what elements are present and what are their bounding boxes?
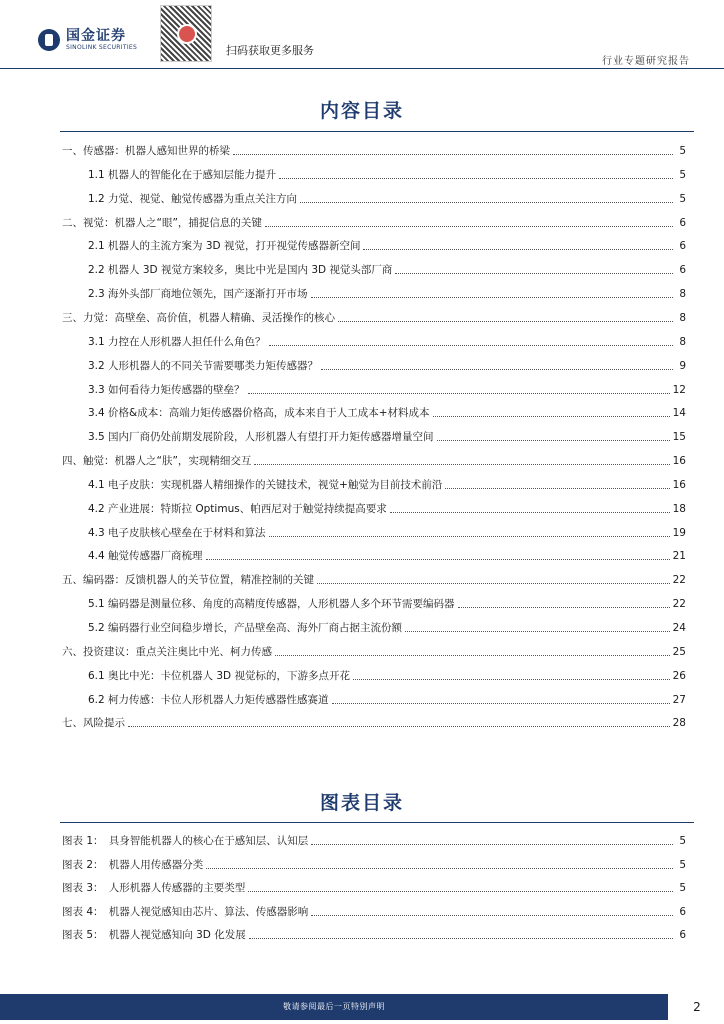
toc-entry-label: 4.3 电子皮肤核心壁垒在于材料和算法 <box>88 526 266 539</box>
dot-leader <box>311 296 673 298</box>
toc-entry[interactable] <box>62 710 686 730</box>
toc-entry-page: 8 <box>679 335 686 348</box>
toc-entry-page: 22 <box>672 574 686 587</box>
figure-entry-page: 6 <box>679 905 686 918</box>
toc-entry-label: 3.5 国内厂商仍处前期发展阶段，人形机器人有望打开力矩传感器增量空间 <box>88 431 434 444</box>
toc-entry-page: 26 <box>672 669 686 682</box>
figure-entry-page: 5 <box>679 835 686 847</box>
toc-entry[interactable] <box>88 281 686 301</box>
company-logo <box>38 28 137 52</box>
toc-entry-label: 3.2 人形机器人的不同关节需要哪类力矩传感器？ <box>88 359 319 372</box>
dot-leader <box>248 890 673 892</box>
toc-entry-page: 19 <box>672 526 686 539</box>
toc-entry[interactable] <box>88 353 686 373</box>
toc-entry-label: 3.1 力控在人形机器人担任什么角色？ <box>88 335 266 348</box>
toc-entry-label: 3.4 价格&成本：高端力矩传感器价格高，成本来自于人工成本+材料成本 <box>88 407 430 420</box>
document-type: 行业专题研究报告 <box>602 56 690 67</box>
toc-entry-page: 22 <box>672 598 686 611</box>
toc-divider <box>60 131 694 132</box>
toc-entry[interactable] <box>88 424 686 444</box>
logo-name-cn: 国金证券 <box>66 28 126 44</box>
toc-entry[interactable] <box>88 520 686 540</box>
qr-code-icon[interactable] <box>160 5 212 62</box>
toc-entry[interactable] <box>88 663 686 683</box>
toc-entry-page: 6 <box>679 264 686 277</box>
dot-leader <box>445 487 669 489</box>
dot-leader <box>233 153 673 155</box>
dot-leader <box>332 702 670 704</box>
dot-leader <box>353 678 670 680</box>
figure-entry-label: 图表 5： 机器人视觉感知向 3D 化发展 <box>62 929 246 941</box>
figures-divider <box>60 822 694 823</box>
page-number: 2 <box>670 994 724 1020</box>
dot-leader <box>249 937 673 939</box>
toc-entry-page: 9 <box>679 359 686 372</box>
toc-entry[interactable] <box>88 591 686 611</box>
dot-leader <box>265 225 673 227</box>
dot-leader <box>206 558 670 560</box>
toc-entry-label: 6.1 奥比中光：卡位机器人 3D 视觉标的，下游多点开花 <box>88 669 350 682</box>
toc-entry[interactable] <box>62 210 686 230</box>
toc-entry-page: 6 <box>679 240 686 253</box>
dot-leader <box>275 654 670 656</box>
toc-entry-label: 1.1 机器人的智能化在于感知层能力提升 <box>88 168 277 181</box>
dot-leader <box>300 201 673 203</box>
toc-entry-label: 二、视觉：机器人之“眼”，捕捉信息的关键 <box>62 216 262 229</box>
figure-entry[interactable] <box>62 899 686 919</box>
toc-entry-page: 8 <box>679 288 686 301</box>
qr-label: 扫码获取更多服务 <box>226 44 314 57</box>
dot-leader <box>269 344 673 346</box>
dot-leader <box>311 843 673 845</box>
toc-entry-page: 12 <box>672 383 686 396</box>
toc-entry[interactable] <box>88 400 686 420</box>
figure-entry-label: 图表 4： 机器人视觉感知由芯片、算法、传感器影响 <box>62 905 309 918</box>
toc-entry-page: 28 <box>672 717 686 730</box>
page-header <box>0 0 724 68</box>
toc-entry[interactable] <box>88 329 686 349</box>
toc-entry[interactable] <box>88 687 686 707</box>
figure-entry-page: 5 <box>679 882 686 894</box>
toc-entry[interactable] <box>62 639 686 659</box>
toc-entry-page: 25 <box>672 645 686 658</box>
footer-disclaimer[interactable]: 敬请参阅最后一页特别声明 <box>283 1002 385 1011</box>
toc-entry-label: 五、编码器：反馈机器人的关节位置，精准控制的关键 <box>62 574 314 587</box>
dot-leader <box>311 914 673 916</box>
toc-entry-label: 六、投资建议：重点关注奥比中光、柯力传感 <box>62 645 272 658</box>
figure-entry-label: 图表 3： 人形机器人传感器的主要类型 <box>62 882 246 894</box>
dot-leader <box>279 177 673 179</box>
figure-entry-label: 图表 1： 具身智能机器人的核心在于感知层、认知层 <box>62 835 309 847</box>
logo-icon <box>38 29 60 51</box>
toc-entry-label: 5.1 编码器是测量位移、角度的高精度传感器，人形机器人多个环节需要编码器 <box>88 598 455 611</box>
figures-title: 图表目录 <box>319 792 404 814</box>
toc-entry[interactable] <box>88 496 686 516</box>
toc-entry-label: 5.2 编码器行业空间稳步增长，产品壁垒高、海外厂商占据主流份额 <box>88 622 403 634</box>
dot-leader <box>248 392 670 394</box>
toc-entry-label: 一、传感器：机器人感知世界的桥梁 <box>62 145 230 157</box>
figure-entry-page: 5 <box>679 858 686 871</box>
toc-entry-label: 4.4 触觉传感器厂商梳理 <box>88 550 203 563</box>
toc-entry[interactable] <box>62 448 686 468</box>
dot-leader <box>405 630 670 632</box>
toc-entry-label: 4.2 产业进展：特斯拉 Optimus、帕西尼对于触觉持续提高要求 <box>88 502 387 515</box>
figure-entry[interactable] <box>62 852 686 872</box>
toc-entry[interactable] <box>88 186 686 206</box>
dot-leader <box>269 535 670 537</box>
toc-entry-label: 3.3 如何看待力矩传感器的壁垒？ <box>88 383 245 396</box>
dot-leader <box>458 606 670 608</box>
dot-leader <box>437 439 670 441</box>
toc-entry-page: 16 <box>672 455 686 468</box>
dot-leader <box>338 320 673 322</box>
toc-entry-label: 2.2 机器人 3D 视觉方案较多，奥比中光是国内 3D 视觉头部厂商 <box>88 264 393 277</box>
toc-entry-label: 4.1 电子皮肤：实现机器人精细操作的关键技术，视觉+触觉为目前技术前沿 <box>88 478 443 491</box>
toc-entry[interactable] <box>88 615 686 635</box>
toc-entry-label: 2.1 机器人的主流方案为 3D 视觉，打开视觉传感器新空间 <box>88 240 361 253</box>
toc-entry[interactable] <box>88 257 686 277</box>
dot-leader <box>395 272 673 274</box>
toc-entry-page: 16 <box>672 478 686 491</box>
toc-entry[interactable] <box>88 162 686 182</box>
toc-entry[interactable] <box>62 138 686 158</box>
toc-entry-label: 2.3 海外头部厂商地位领先，国产逐渐打开市场 <box>88 288 308 301</box>
toc-entry-page: 5 <box>679 192 686 205</box>
toc-entry-page: 6 <box>679 216 686 229</box>
dot-leader <box>321 368 673 370</box>
toc-entry-label: 七、风险提示 <box>62 717 125 730</box>
toc-entry-label: 6.2 柯力传感：卡位人形机器人力矩传感器性感赛道 <box>88 693 329 706</box>
footer-bar <box>0 994 668 1020</box>
toc-entry[interactable] <box>88 377 686 397</box>
dot-leader <box>433 415 670 417</box>
toc-entry[interactable] <box>88 233 686 253</box>
toc-entry-page: 15 <box>672 431 686 444</box>
toc-entry[interactable] <box>88 472 686 492</box>
toc-entry-page: 18 <box>672 502 686 515</box>
toc-entry-page: 5 <box>679 168 686 181</box>
figure-entry-page: 6 <box>679 929 686 941</box>
figure-entry[interactable] <box>62 922 686 942</box>
toc-title: 内容目录 <box>319 100 404 122</box>
toc-entry-label: 1.2 力觉、视觉、触觉传感器为重点关注方向 <box>88 192 298 205</box>
dot-leader <box>317 582 670 584</box>
figure-entry-label: 图表 2： 机器人用传感器分类 <box>62 858 204 871</box>
toc-entry-page: 8 <box>679 311 686 324</box>
toc-entry[interactable] <box>88 543 686 563</box>
dot-leader <box>363 248 673 250</box>
toc-entry[interactable] <box>62 305 686 325</box>
header-divider <box>0 68 724 69</box>
toc-entry-page: 14 <box>672 407 686 420</box>
toc-entry-page: 5 <box>679 145 686 157</box>
figure-entry[interactable] <box>62 828 686 848</box>
toc-entry[interactable] <box>62 567 686 587</box>
logo-name-en: SINOLINK SECURITIES <box>66 44 138 51</box>
toc-entry-page: 21 <box>672 550 686 563</box>
toc-entry-page: 24 <box>672 622 686 634</box>
toc-entry-label: 四、触觉：机器人之“肤”，实现精细交互 <box>62 455 252 468</box>
dot-leader <box>254 463 669 465</box>
dot-leader <box>390 511 670 513</box>
figure-entry[interactable] <box>62 875 686 895</box>
dot-leader <box>128 725 670 727</box>
toc-entry-label: 三、力觉：高壁垒、高价值，机器人精确、灵活操作的核心 <box>62 311 335 324</box>
toc-entry-page: 27 <box>672 693 686 706</box>
dot-leader <box>206 867 673 869</box>
